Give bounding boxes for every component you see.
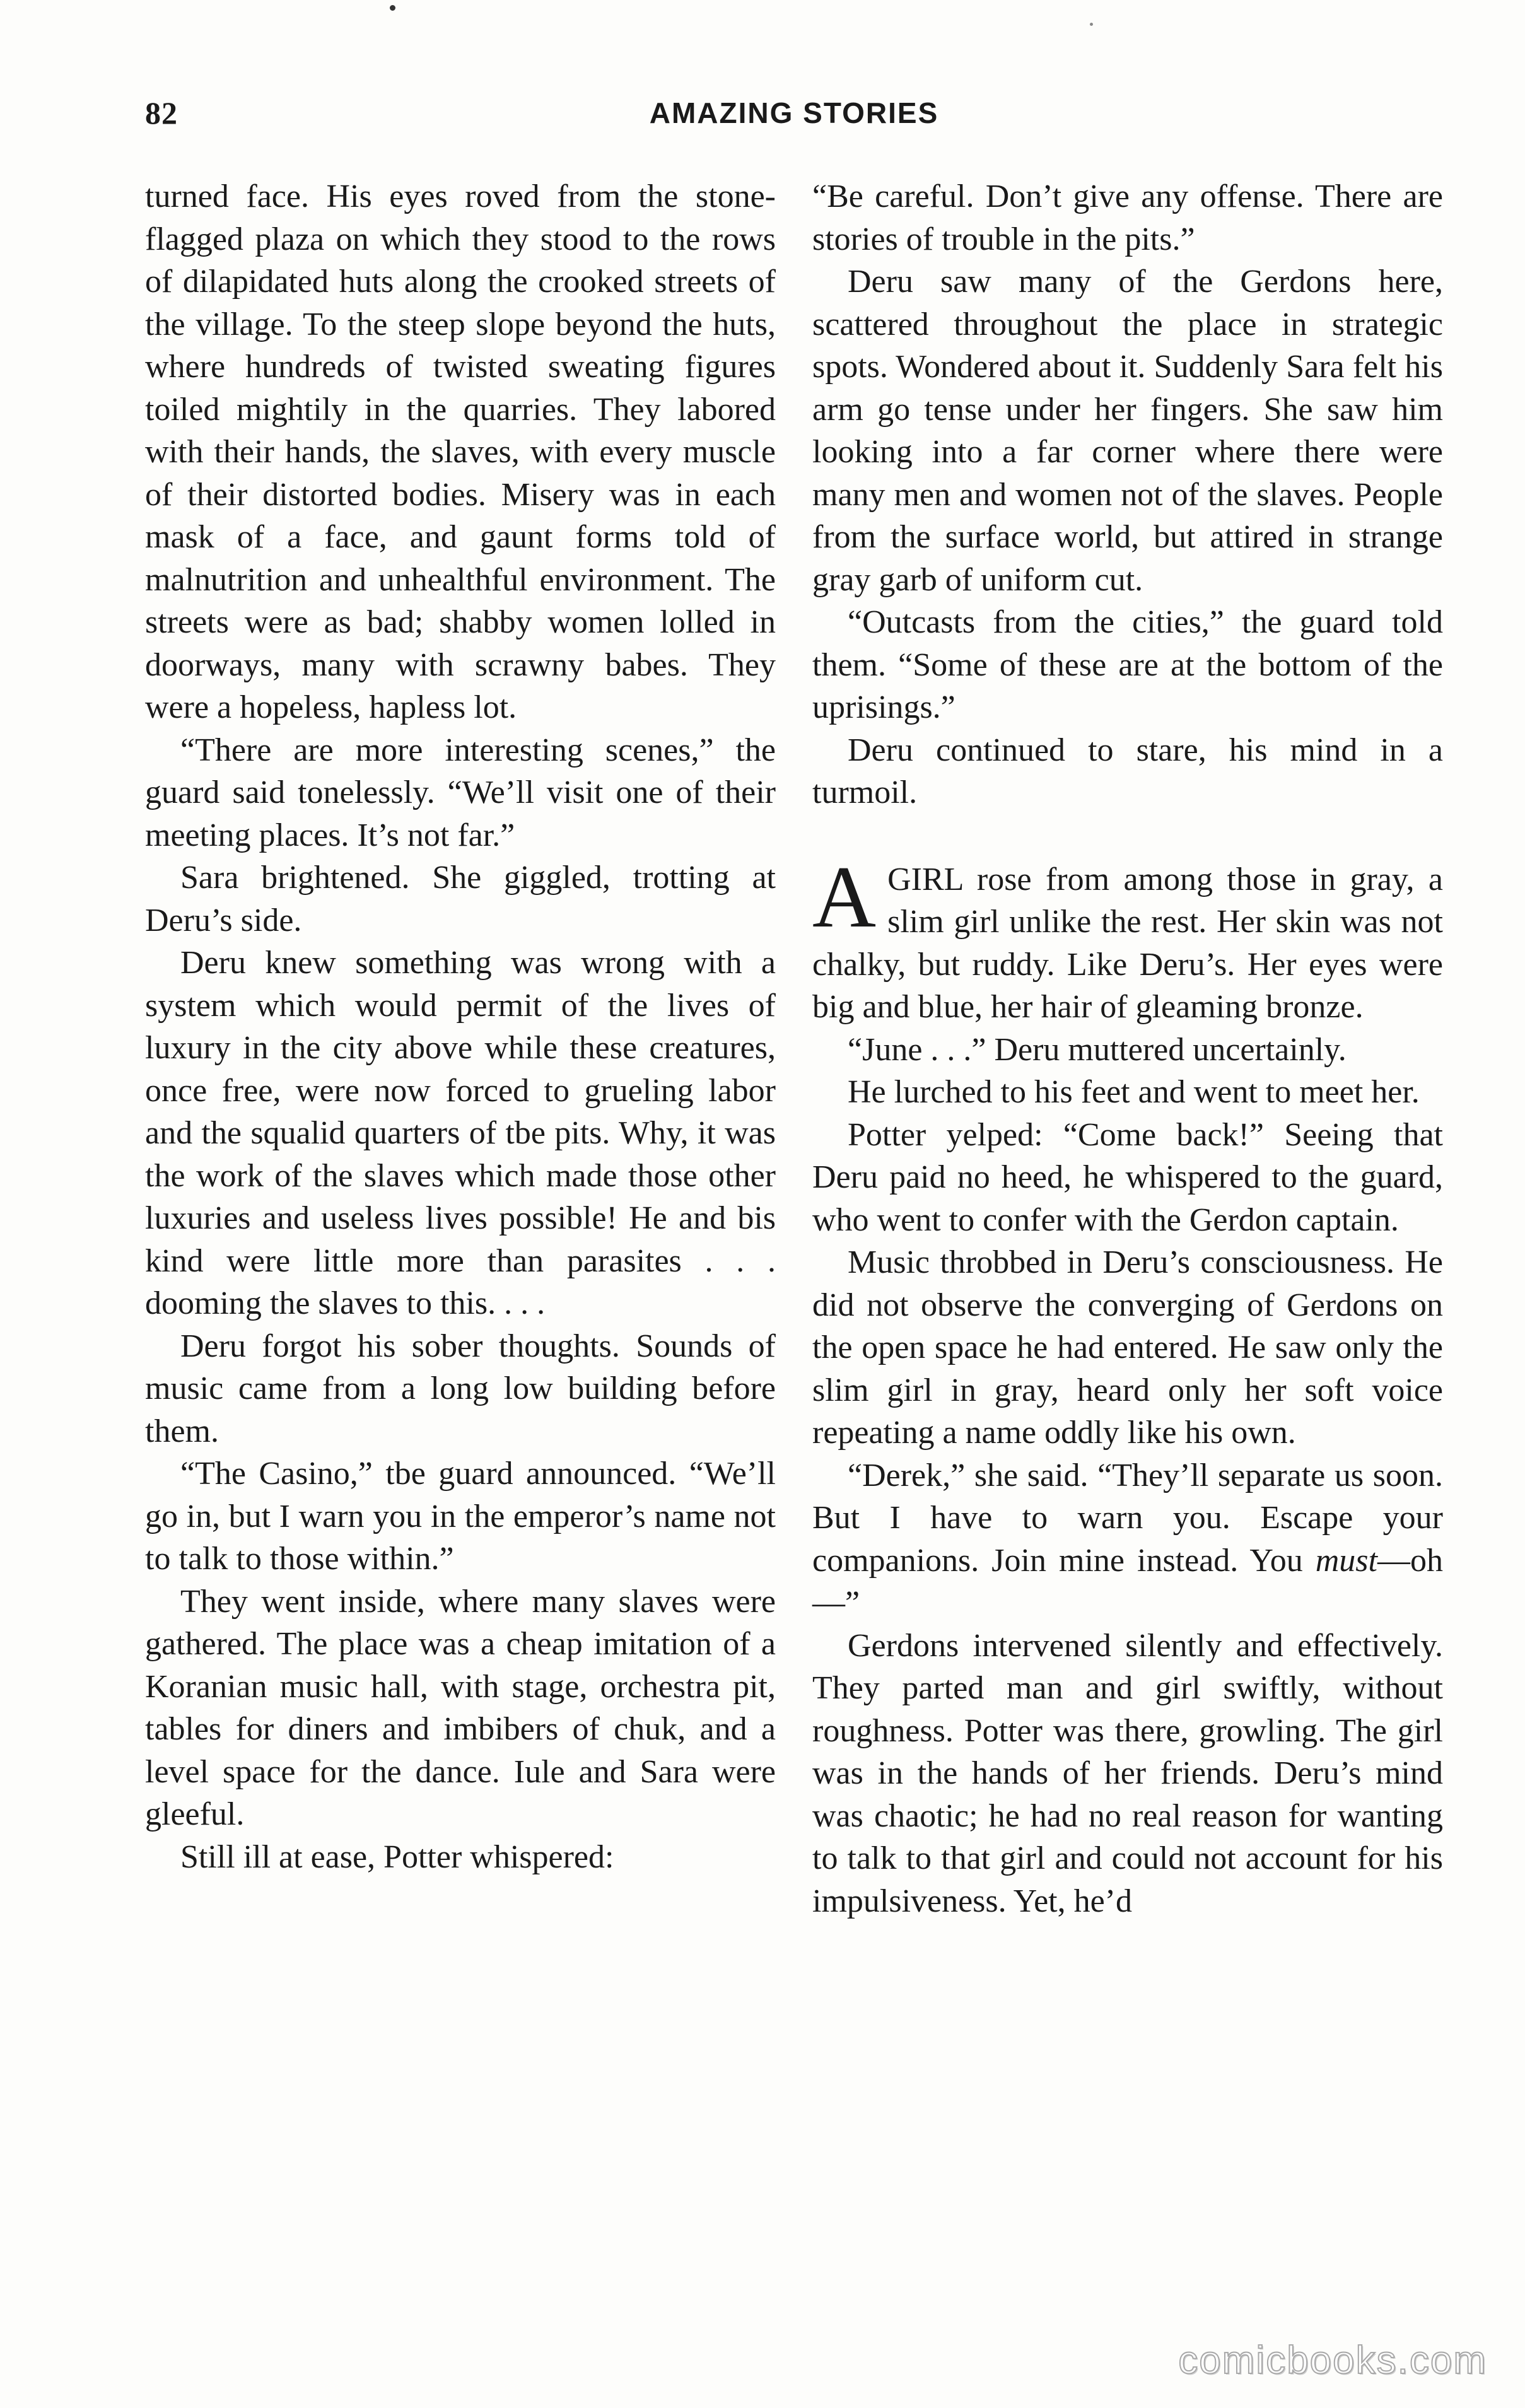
running-head: AMAZING STORIES: [649, 96, 939, 129]
paragraph: He lurched to his feet and went to meet her.: [848, 1074, 1420, 1110]
paragraph: “June . . .” Deru muttered uncertainly.: [848, 1031, 1347, 1068]
text-run: “Derek,” she said. “They’ll separate us soon. But I have to warn you. Escape your companions. Join mine instead. You: [812, 1457, 1443, 1579]
paragraph: Deru forgot his sober thoughts. Sounds of music came from a long low building before them.: [145, 1328, 776, 1449]
ink-speck: [390, 5, 395, 11]
paragraph: “The Casino,” tbe guard announced. “We’ll go in, but I warn you in the emperor’s name not to talk to those within.”: [145, 1456, 776, 1577]
paragraph: Still ill at ease, Potter whispered:: [180, 1838, 614, 1875]
paragraph: Music throbbed in Deru’s consciousness. He did not observe the converging of Gerdons on the open space he had entered. He saw only the slim girl in gray, heard only her soft voice repeating a name oddly like his own.: [812, 1244, 1443, 1451]
watermark: comicbooks.com: [1178, 2339, 1487, 2382]
paragraph: Sara brightened. She giggled, trotting at Deru’s side.: [145, 860, 776, 938]
paragraph: “Be careful. Don’t give any offense. There are stories of trouble in the pits.”: [812, 178, 1443, 257]
right-column: [812, 175, 1443, 1922]
emphasis: must: [1315, 1542, 1377, 1579]
page-number: 82: [145, 95, 178, 131]
paragraph: “Outcasts from the cities,” the guard told them. “Some of these are at the bottom of the uprisings.”: [812, 604, 1443, 725]
paragraph: [812, 1454, 1443, 1625]
text-run: —oh—”: [812, 1542, 1443, 1621]
paragraph: “There are more interesting scenes,” the guard said tonelessly. “We’ll visit one of their meeting places. It’s not far.”: [145, 732, 776, 853]
drop-cap-text: GIRL rose from among those in gray, a slim girl unlike the rest. Her skin was not chalky, but ruddy. Like Deru’s. Her eyes were big and blue, her hair of gleaming bronze.: [812, 861, 1443, 1025]
drop-cap-paragraph: [812, 848, 1443, 1029]
paragraph: Deru saw many of the Gerdons here, scattered throughout the place in strategic spots. Wondered about it. Suddenly Sara felt his arm go tense under her fingers. She saw him looking into a far corner where there were many men and women not of the slaves. People from the surface world, but attired in strange gray garb of uniform cut.: [812, 264, 1443, 598]
paragraph: They went inside, where many slaves were gathered. The place was a cheap imitation of a Koranian music hall, with stage, orchestra pit, tables for diners and imbibers of chuk, and a level space for the dance. Iule and Sara were gleeful.: [145, 1583, 776, 1832]
ink-speck: [1090, 23, 1093, 26]
paragraph: Deru knew something was wrong with a system which would permit of the lives of luxury in the city above while these creatures, once free, were now forced to grueling labor and the squalid quarters of tbe pits. Why, it was the work of the slaves which made those other luxuries and useless lives possible! He and bis kind were little more than parasites . . . dooming the slaves to this. . . .: [145, 945, 776, 1321]
drop-cap: A: [812, 848, 877, 946]
left-column: [145, 175, 776, 1878]
paragraph: Gerdons intervened silently and effectively. They parted man and girl swiftly, without roughness. Potter was there, growling. The girl was in the hands of her friends. Deru’s mind was chaotic; he had no real reason for wanting to talk to that girl and could not account for his impulsiveness. Yet, he’d: [812, 1627, 1443, 1919]
paragraph: Deru continued to stare, his mind in a turmoil.: [812, 732, 1443, 810]
paragraph: Potter yelped: “Come back!” Seeing that Deru paid no heed, he whispered to the guard, who went to confer with the Gerdon captain.: [812, 1116, 1443, 1238]
page-header: [145, 95, 1443, 145]
paragraph: turned face. His eyes roved from the stone-flagged plaza on which they stood to the rows of dilapidated huts along the crooked streets of the village. To the steep slope beyond the huts, where hundreds of twisted sweating figures toiled mightily in the quarries. They labored with their hands, the slaves, with every muscle of their distorted bodies. Misery was in each mask of a face, and gaunt forms told of malnutrition and unhealthful environment. The streets were as bad; shabby women lolled in doorways, many with scrawny babes. They were a hopeless, hapless lot.: [145, 178, 776, 725]
